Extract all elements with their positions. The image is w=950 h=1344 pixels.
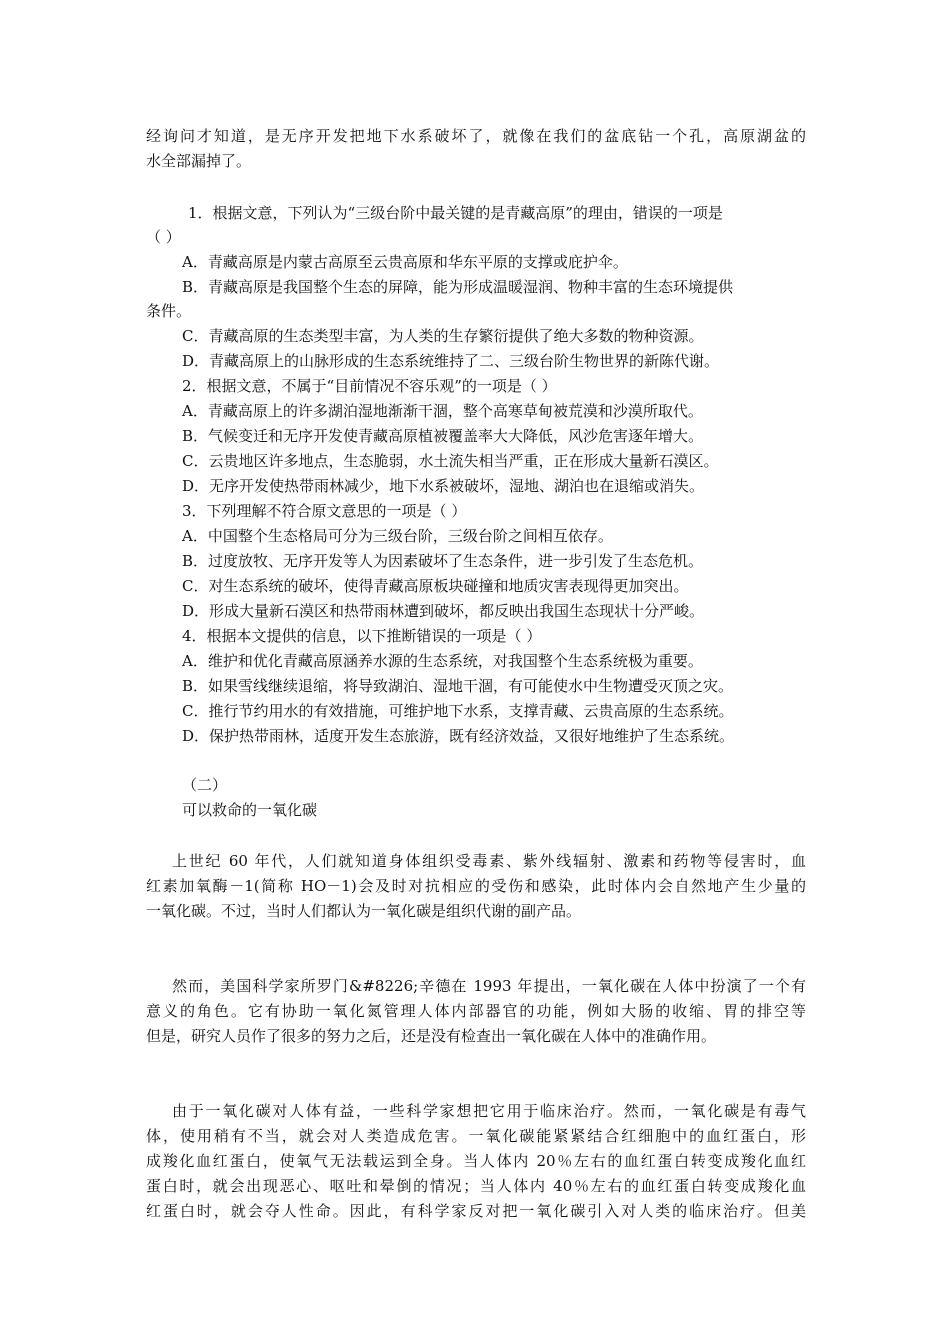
section-label: （二） [182,776,228,794]
question-1-option-b-cont: 条件。 [146,302,192,320]
question-4-stem: 4．根据本文提供的信息，以下推断错误的一项是（ ） [182,627,542,645]
para-1-line-1: 上世纪 60 年代，人们就知道身体组织受毒素、紫外线辐射、激素和药物等侵害时，血 [172,852,806,870]
question-2-option-a: A．青藏高原上的许多湖泊湿地渐渐干涸，整个高寒草甸被荒漠和沙漠所取代。 [182,402,703,420]
para-2-line-2: 意义的角色。它有协助一氧化氮管理人体内部器官的功能，例如大肠的收缩、胃的排空等 [146,1002,806,1020]
question-1-blank: （ ） [146,228,181,246]
question-1-option-d: D．青藏高原上的山脉形成的生态系统维持了二、三级台阶生物世界的新陈代谢。 [182,352,720,370]
para-1-line-2: 红素加氧酶－1(简称 HO－1)会及时对抗相应的受伤和感染，此时体内会自然地产生少量的 [146,877,806,895]
question-4-option-d: D．保护热带雨林，适度开发生态旅游，既有经济效益，又很好地维护了生态系统。 [182,727,735,745]
question-1-option-a: A．青藏高原是内蒙古高原至云贵高原和华东平原的支撑或庇护伞。 [182,253,628,271]
question-4-option-b: B．如果雪线继续退缩，将导致湖泊、湿地干涸，有可能使水中生物遭受灭顶之灾。 [182,677,734,695]
question-3-stem: 3．下列理解不符合原文意思的一项是（ ） [182,502,467,520]
question-2-option-c: C．云贵地区许多地点，生态脆弱，水土流失相当严重，正在形成大量新石漠区。 [182,452,719,470]
question-4-option-c: C．推行节约用水的有效措施，可维护地下水系，支撑青藏、云贵高原的生态系统。 [182,702,734,720]
para-3-line-3: 成羧化血红蛋白，使氧气无法载运到全身。当人体内 20％左右的血红蛋白转变成羧化血红 [146,1152,806,1170]
para-3-line-2: 体，使用稍有不当，就会对人类造成危害。一氧化碳能紧紧结合红细胞中的血红蛋白，形 [146,1127,806,1145]
question-1-stem: 1．根据文意，下列认为“三级台阶中最关键的是青藏高原”的理由，错误的一项是 [188,204,723,222]
question-3-option-a: A．中国整个生态格局可分为三级台阶，三级台阶之间相互依存。 [182,527,613,545]
question-1-option-c: C．青藏高原的生态类型丰富，为人类的生存繁衍提供了绝大多数的物种资源。 [182,327,704,345]
question-2-stem: 2．根据文意，不属于“目前情况不容乐观”的一项是（ ） [182,377,557,395]
question-2-option-d: D．无序开发使热带雨林减少，地下水系被破坏，湿地、湖泊也在退缩或消失。 [182,477,705,495]
question-2-option-b: B．气候变迁和无序开发使青藏高原植被覆盖率大大降低，风沙危害逐年增大。 [182,427,704,445]
para-2-line-1: 然而，美国科学家所罗门&#8226;辛德在 1993 年提出，一氧化碳在人体中扮演了一个有 [172,977,806,995]
para-3-line-4: 蛋白时，就会出现恶心、呕吐和晕倒的情况；当人体内 40％左右的血红蛋白转变成羧化血 [146,1177,806,1195]
intro-line-2: 水全部漏掉了。 [146,152,252,170]
question-3-option-b: B．过度放牧、无序开发等人为因素破坏了生态条件，进一步引发了生态危机。 [182,552,704,570]
question-1-option-b: B．青藏高原是我国整个生态的屏障，能为形成温暖湿润、物种丰富的生态环境提供 [182,278,734,296]
question-3-option-d: D．形成大量新石漠区和热带雨林遭到破坏，都反映出我国生态现状十分严峻。 [182,602,705,620]
para-1-line-3: 一氧化碳。不过，当时人们都认为一氧化碳是组织代谢的副产品。 [146,902,582,920]
para-2-line-3: 但是，研究人员作了很多的努力之后，还是没有检查出一氧化碳在人体中的准确作用。 [146,1027,717,1045]
section-title: 可以救命的一氧化碳 [182,801,318,819]
para-3-line-5: 红蛋白时，就会夺人性命。因此，有科学家反对把一氧化碳引入对人类的临床治疗。但美 [146,1202,806,1220]
para-3-line-1: 由于一氧化碳对人体有益，一些科学家想把它用于临床治疗。然而，一氧化碳是有毒气 [172,1102,806,1120]
question-4-option-a: A．维护和优化青藏高原涵养水源的生态系统，对我国整个生态系统极为重要。 [182,652,703,670]
question-3-option-c: C．对生态系统的破坏，使得青藏高原板块碰撞和地质灾害表现得更加突出。 [182,577,689,595]
intro-line-1: 经询问才知道，是无序开发把地下水系破坏了，就像在我们的盆底钻一个孔，高原湖盆的 [146,127,806,145]
